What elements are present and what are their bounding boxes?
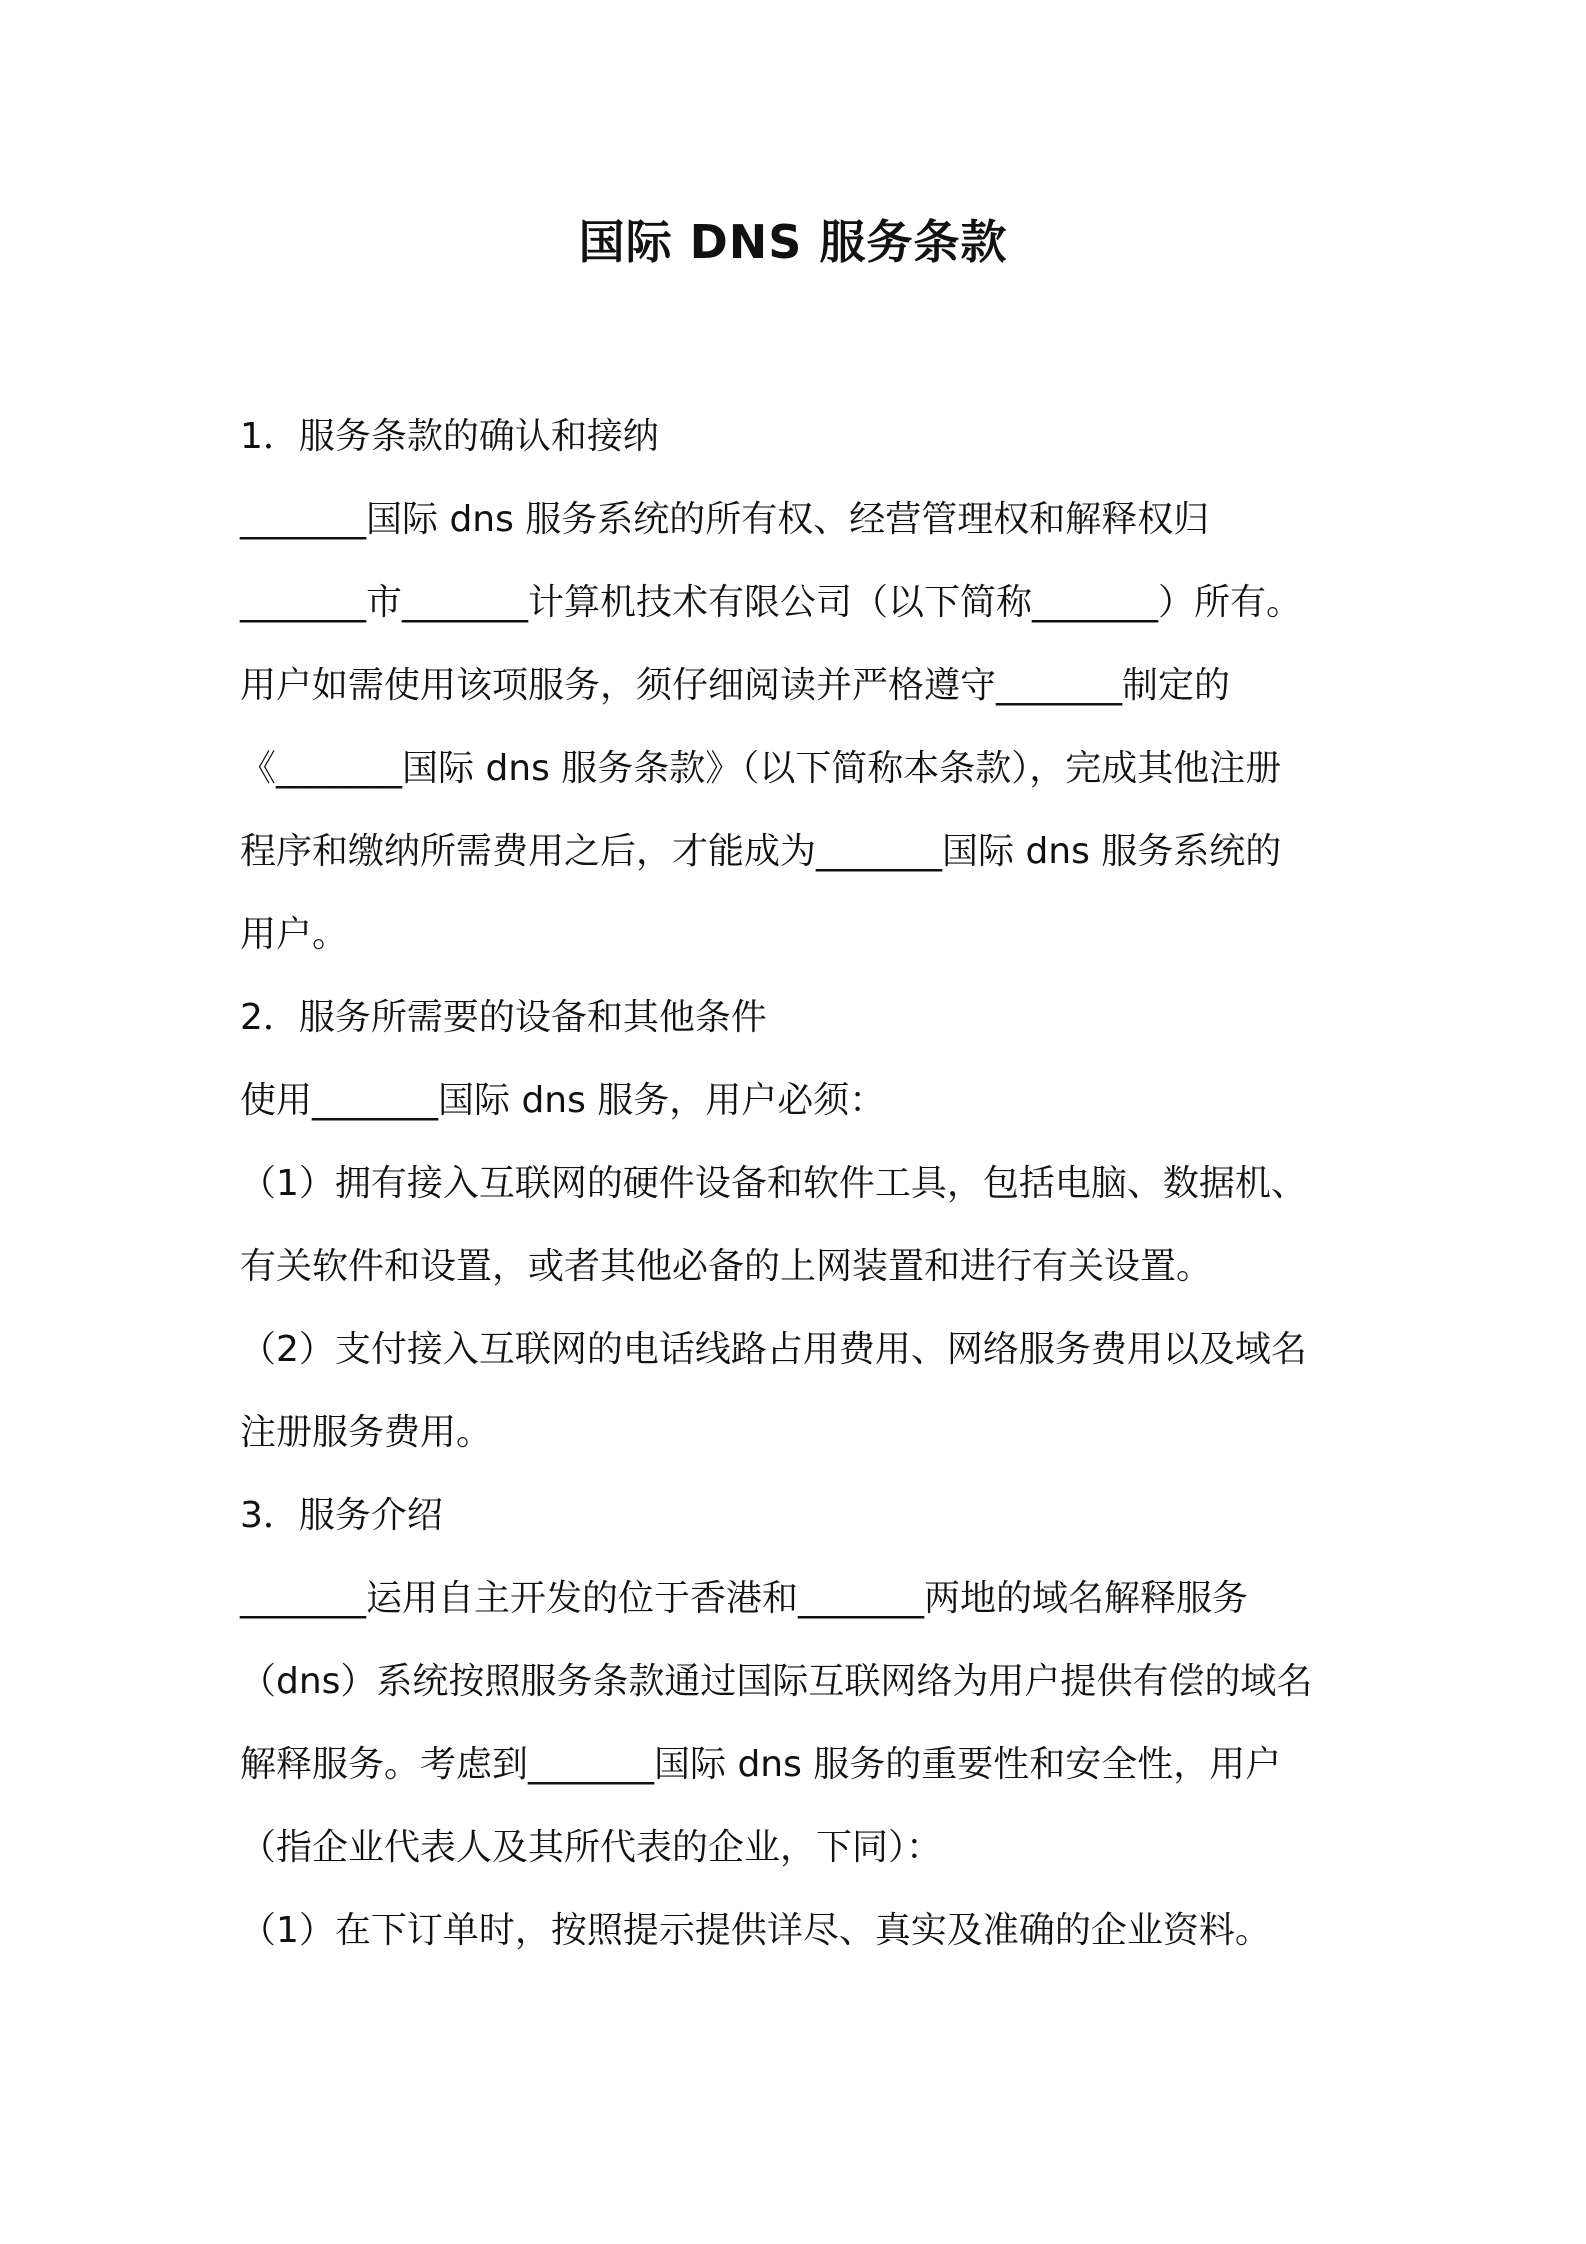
paragraph-line: 用户。 xyxy=(240,914,349,955)
paragraph-line: 程序和缴纳所需费用之后，才能成为_______国际 dns 服务系统的 xyxy=(240,831,1282,872)
list-item-line: （1）在下订单时，按照提示提供详尽、真实及准确的企业资料。 xyxy=(240,1910,1271,1951)
paragraph-line: 用户如需使用该项服务，须仔细阅读并严格遵守_______制定的 xyxy=(240,665,1231,706)
list-item-line: 有关软件和设置，或者其他必备的上网装置和进行有关设置。 xyxy=(240,1246,1213,1287)
paragraph-line: 使用_______国际 dns 服务，用户必须： xyxy=(240,1080,886,1121)
paragraph-line: （dns）系统按照服务条款通过国际互联网络为用户提供有偿的域名 xyxy=(240,1661,1313,1702)
list-item-line: 注册服务费用。 xyxy=(240,1412,493,1453)
heading-section-2: 2．服务所需要的设备和其他条件 xyxy=(240,997,767,1038)
document-title: 国际 DNS 服务条款 xyxy=(578,215,1008,269)
paragraph-line: 解释服务。考虑到_______国际 dns 服务的重要性和安全性，用户 xyxy=(240,1744,1282,1785)
paragraph-line: （指企业代表人及其所代表的企业，下同）： xyxy=(240,1827,943,1868)
paragraph-line: _______市_______计算机技术有限公司（以下简称_______）所有。 xyxy=(240,582,1303,623)
paragraph-line: _______国际 dns 服务系统的所有权、经营管理权和解释权归 xyxy=(240,499,1210,540)
paragraph-line: _______运用自主开发的位于香港和_______两地的域名解释服务 xyxy=(240,1578,1249,1619)
list-item-line: （2）支付接入互联网的电话线路占用费用、网络服务费用以及域名 xyxy=(240,1329,1307,1370)
list-item-line: （1）拥有接入互联网的硬件设备和软件工具，包括电脑、数据机、 xyxy=(240,1163,1307,1204)
paragraph-line: 《_______国际 dns 服务条款》（以下简称本条款），完成其他注册 xyxy=(240,748,1282,789)
heading-section-3: 3．服务介绍 xyxy=(240,1495,443,1536)
heading-section-1: 1．服务条款的确认和接纳 xyxy=(240,416,659,457)
